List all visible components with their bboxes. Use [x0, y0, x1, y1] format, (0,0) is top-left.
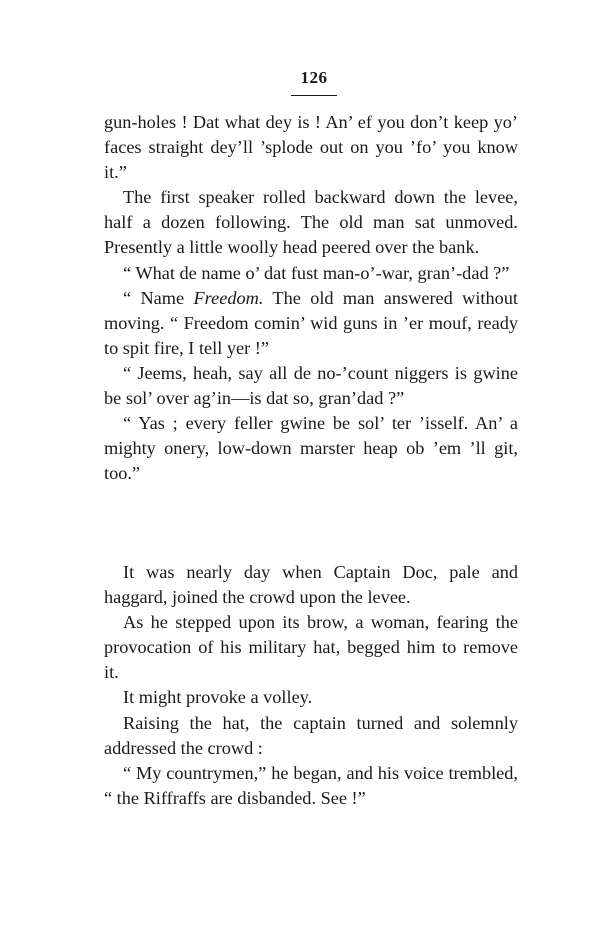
- page-number: 126: [300, 68, 328, 87]
- text-block-lower: [104, 560, 518, 811]
- paragraph: [104, 286, 518, 361]
- paragraph-text-post: The old man answered without moving. “ Freedom comin’ wid guns in ’er mouf, ready to spit fire, I tell yer !”: [104, 287, 519, 358]
- text-block-upper: [104, 110, 518, 486]
- paragraph: It might provoke a volley.: [123, 687, 313, 708]
- paragraph: The first speaker rolled backward down the levee, half a dozen following. The old man sat unmoved. Presently a little woolly head peered over the bank.: [104, 187, 518, 258]
- italic-text: Freedom.: [193, 287, 264, 308]
- paragraph: “ My countrymen,” he began, and his voice trembled, “ the Riffraffs are disbanded. See !”: [104, 762, 518, 808]
- paragraph: It was nearly day when Captain Doc, pale and haggard, joined the crowd upon the levee.: [104, 562, 518, 608]
- paragraph: “ What de name o’ dat fust man-o’-war, gran’-dad ?”: [123, 262, 510, 283]
- page-number-rule: [291, 95, 337, 96]
- paragraph: “ Yas ; every feller gwine be sol’ ter ’isself. An’ a mighty onery, low-down marster heap ob ’em ’ll git, too.”: [104, 413, 518, 484]
- paragraph: As he stepped upon its brow, a woman, fearing the provocation of his military hat, begged him to remove it.: [104, 612, 518, 683]
- paragraph: Raising the hat, the captain turned and solemnly addressed the crowd :: [104, 712, 518, 758]
- paragraph: gun-holes ! Dat what dey is ! An’ ef you don’t keep yo’ faces straight dey’ll ’splode out on you ’fo’ you know it.”: [104, 112, 518, 183]
- paragraph-text-pre: “ Name: [123, 287, 194, 308]
- paragraph: “ Jeems, heah, say all de no-’count niggers is gwine be sol’ over ag’in—is dat so, gran’dad ?”: [104, 362, 518, 409]
